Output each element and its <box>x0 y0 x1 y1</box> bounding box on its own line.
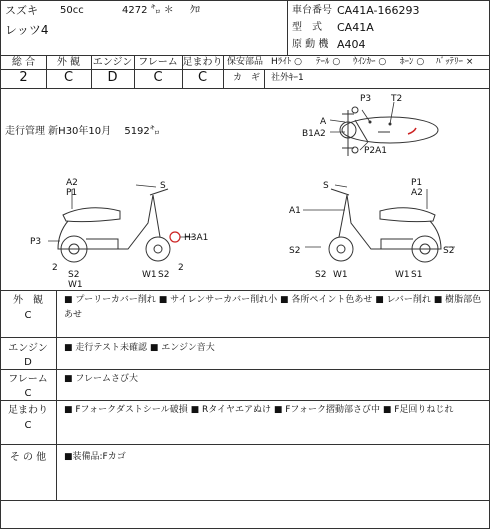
remark-line <box>0 400 490 401</box>
label-top-t2: T2 <box>391 94 403 104</box>
header-bottom-line <box>0 55 490 56</box>
label-right-w1b: W1 <box>395 270 410 280</box>
grade-col-line <box>182 55 183 88</box>
part-mark: ○ <box>416 57 425 67</box>
remark-text-other: ■装備品:Fカゴ <box>64 452 126 462</box>
grade-exterior: C <box>63 70 74 85</box>
border-top <box>0 0 490 1</box>
label-left-s2b: S2 <box>158 270 170 280</box>
grade-frame: C <box>153 70 163 85</box>
engine-value: A404 <box>337 38 366 51</box>
grade-header-exterior: 外 観 <box>56 57 81 68</box>
label-left-p3: P3 <box>30 237 42 247</box>
label-left-2b: 2 <box>178 263 184 273</box>
label-left-w1b: W1 <box>142 270 157 280</box>
grade-col-line <box>46 55 47 88</box>
part-name: ｳｲﾝｶｰ <box>353 57 376 67</box>
remark-grade-exterior: C <box>24 310 32 321</box>
label-right-s: S <box>323 181 329 191</box>
label-left-2a: 2 <box>52 263 58 273</box>
color: ｸﾛ <box>190 5 200 16</box>
part-mark: × <box>465 57 474 67</box>
label-top-p3: P3 <box>360 94 372 104</box>
left-side-diagram <box>28 175 228 290</box>
grade-col-line <box>134 55 135 88</box>
remark-label-exterior: 外 観 <box>13 295 43 306</box>
grade-col-line <box>91 55 92 88</box>
label-right-p1: P1 <box>411 178 423 188</box>
engine-label: 原 動 機 <box>292 39 329 50</box>
part-headlight <box>271 58 302 67</box>
label-left-p1: P1 <box>66 188 78 198</box>
part-winker <box>353 58 386 67</box>
label-right-w1a: W1 <box>333 270 348 280</box>
frame-number: CA41A-166293 <box>337 4 420 17</box>
remark-grade-suspension: C <box>24 420 32 431</box>
grade-header-frame: フレーム <box>138 57 178 68</box>
remark-grade-frame: C <box>24 388 32 399</box>
grade-header-engine: エンジン <box>92 57 133 68</box>
part-name: Hﾗｲﾄ <box>271 57 292 67</box>
label-right-s2b: S2 <box>315 270 327 280</box>
part-name: ﾊﾞｯﾃﾘｰ <box>436 57 464 67</box>
grades-bottom-line <box>0 88 490 89</box>
label-right-s2a: S2 <box>289 246 301 256</box>
displacement: 50cc <box>60 5 84 16</box>
remark-grade-engine: D <box>24 357 32 368</box>
part-mark: ○ <box>332 57 341 67</box>
remark-label-frame: フレーム <box>8 374 48 385</box>
label-left-h3a1: H3A1 <box>184 233 209 243</box>
grade-row-line <box>0 69 490 70</box>
part-name: ﾃｰﾙ <box>316 57 330 67</box>
key-value: 社外ｷｰ1 <box>271 73 304 83</box>
remark-line <box>0 444 490 445</box>
part-name: ﾎｰﾝ <box>400 57 414 67</box>
label-left-w1a: W1 <box>68 280 83 290</box>
mileage: 4272 ㌔ ＊ <box>122 5 174 16</box>
remark-line <box>0 337 490 338</box>
key-divider <box>264 69 265 88</box>
grade-header-total: 総 合 <box>11 57 36 68</box>
diagram-bottom-line <box>0 290 490 291</box>
grade-total: 2 <box>19 70 28 85</box>
label-right-s1: S1 <box>411 270 423 280</box>
header-divider <box>287 0 288 55</box>
label-left-a2: A2 <box>66 178 78 188</box>
maker: スズキ <box>5 4 38 17</box>
frame-label: 車台番号 <box>292 5 332 16</box>
grade-engine: D <box>107 70 118 85</box>
remark-label-suspension: 足まわり <box>8 405 48 416</box>
grade-col-line <box>223 55 224 88</box>
label-top-b1a2: B1A2 <box>302 129 326 139</box>
remark-text-engine: ■ 走行テスト未確認 ■ エンジン音大 <box>64 343 215 353</box>
label-top-a: A <box>320 117 327 127</box>
label-top-p2a1: P2A1 <box>364 146 388 156</box>
grade-header-suspension: 足まわり <box>182 57 223 68</box>
type-value: CA41A <box>337 21 374 34</box>
type-label: 型 式 <box>292 22 322 33</box>
remark-label-engine: エンジン <box>8 343 48 354</box>
remark-text-exterior: ■ プーリーカバー削れ ■ サイレンサーカバー削れ小 ■ 各所ペイント色あせ ■ レバー削れ ■ 樹脂部色 <box>64 295 482 305</box>
remarks-divider <box>56 290 57 500</box>
remark-text-suspension: ■ Fフォークダストシール破損 ■ Rタイヤエアぬけ ■ Fフォーク摺動部さび中 ■ F足回りねじれ <box>64 405 454 415</box>
remark-line <box>0 369 490 370</box>
parts-label: 保安部品 <box>227 57 264 67</box>
label-right-a2: A2 <box>411 188 423 198</box>
part-tail <box>316 58 340 67</box>
label-left-s: S <box>160 181 166 191</box>
part-horn <box>400 58 424 67</box>
mileage-note: 走行管理 新H30年10月 5192㌔ <box>5 126 160 137</box>
label-right-a1: A1 <box>289 206 301 216</box>
remark-label-other: そ の 他 <box>9 452 47 463</box>
model-name: レッツ4 <box>5 23 49 37</box>
remark-line <box>0 500 490 501</box>
part-mark: ○ <box>378 57 387 67</box>
part-battery <box>436 58 473 67</box>
key-label: カ ギ <box>233 73 261 83</box>
top-view-diagram <box>290 92 450 167</box>
right-side-diagram <box>285 175 485 290</box>
grade-suspension: C <box>197 70 208 85</box>
remark-text-exterior-2: あせ <box>64 310 83 320</box>
label-left-s2a: S2 <box>68 270 80 280</box>
remark-text-frame: ■ フレームさび大 <box>64 374 139 384</box>
part-mark: ○ <box>294 57 303 67</box>
label-right-s2c: S2 <box>443 246 455 256</box>
